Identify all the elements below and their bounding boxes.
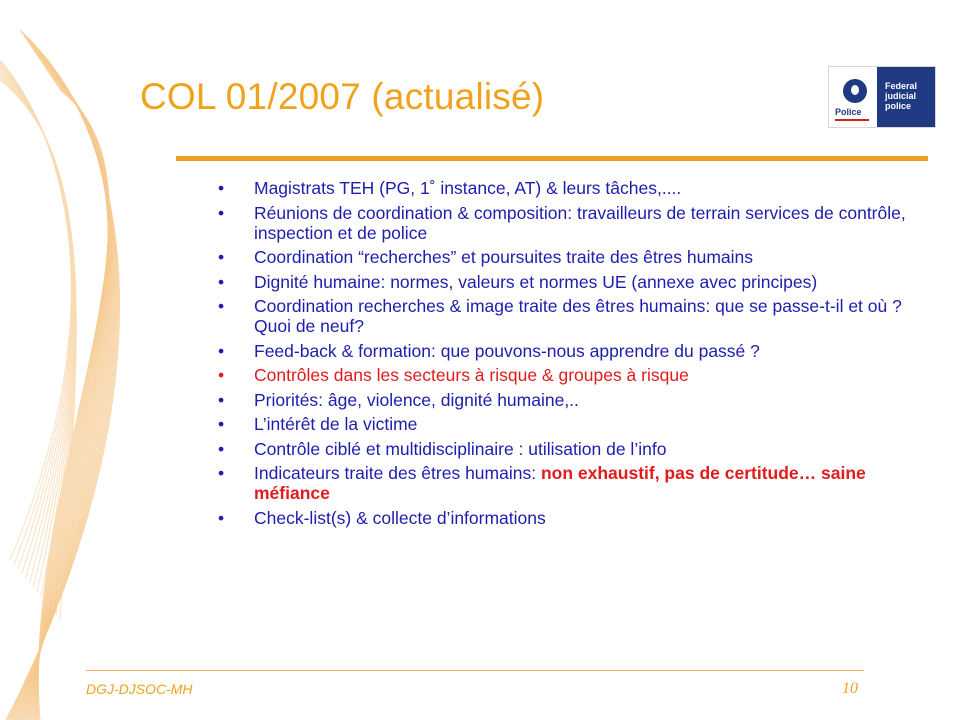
bullet-dot: • [218,438,225,459]
bullet-item [218,247,908,267]
logo-fjp-text [885,81,931,111]
bullet-dot: • [218,178,225,198]
bullet-dot: • [218,340,225,361]
bullet-dot: • [218,271,225,292]
page-number: 10 [842,680,858,697]
bullet-dot: • [218,389,225,410]
bullet-dot: • [218,247,225,267]
logo-red-bar [835,119,869,121]
bullet-item [218,508,908,528]
bullet-dot: • [218,507,225,528]
bullet-text: L’intérêt de la victime [254,414,418,434]
bullet-item [218,390,908,410]
bullet-dot: • [218,296,225,316]
swirl-curve [0,62,72,565]
police-emblem-icon [843,79,867,103]
bullet-item [218,203,908,243]
bullet-dot: • [218,202,225,223]
bullet-item-risk-controls [218,365,908,385]
bullet-item-indicators [218,463,908,503]
bullet-item [218,439,908,459]
bullet-text: Indicateurs traite des êtres humains: [254,463,541,483]
footer-divider [86,670,864,671]
logo-federal: Federal [885,81,918,91]
bullet-text: Magistrats TEH (PG, 1˚ instance, AT) & leurs tâches,.... [254,178,682,198]
bullet-text: Feed-back & formation: que pouvons-nous apprendre du passé ? [254,340,760,361]
logo-fjp-panel [877,67,935,127]
bullet-dot: • [218,414,225,434]
bullet-text: Dignité humaine: normes, valeurs et normes UE (annexe avec principes) [254,271,818,292]
bullet-dot: • [218,365,225,385]
bullet-item [218,272,908,292]
bullet-text: Réunions de coordination & composition: travailleurs de terrain services de contrôle, inspection et de police [254,202,906,243]
title-underline [176,156,928,161]
bullet-dot: • [218,463,225,483]
federal-police-logo [828,66,936,128]
bullet-text: Check-list(s) & collecte d’informations [254,507,546,528]
bullet-text: Coordination “recherches” et poursuites traite des êtres humains [254,247,753,267]
bullet-emphasis: non exhaustif, pas de certitude… saine méfiance [254,463,866,503]
slide-title: COL 01/2007 (actualisé) [140,76,545,117]
bullet-text: Contrôle ciblé et multidisciplinaire : utilisation de l’info [254,438,667,459]
footer-label: DGJ-DJSOC-MH [86,681,193,697]
logo-police-panel [829,67,883,127]
bullet-item [218,178,908,198]
logo-police-word: police [885,101,912,111]
bullet-item [218,414,908,434]
swirl-curve [11,38,116,720]
bullet-list [218,178,908,532]
bullet-text: Contrôles dans les secteurs à risque & groupes à risque [254,365,689,385]
bullet-text: Priorités: âge, violence, dignité humaine,.. [254,389,579,410]
bullet-item [218,296,908,336]
bullet-text: Coordination recherches & image traite des êtres humains: que se passe-t-il et où ? Quoi de neuf? [254,296,902,336]
bullet-item [218,341,908,361]
logo-police-text: Police [835,107,862,117]
logo-judicial: judicial [885,91,917,101]
